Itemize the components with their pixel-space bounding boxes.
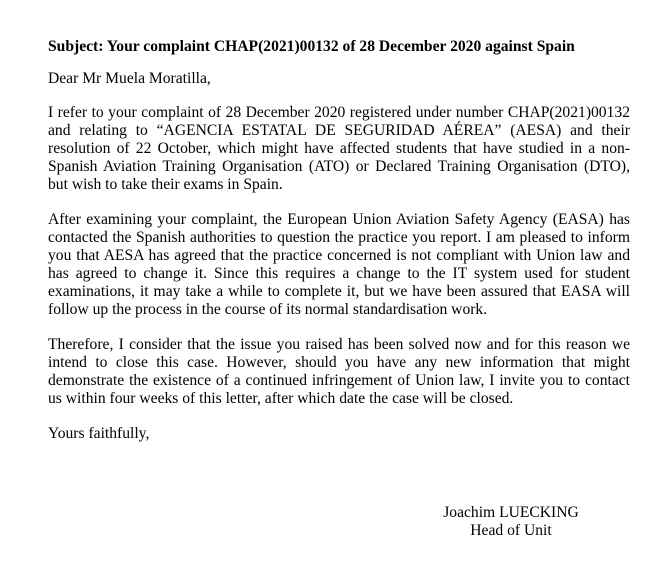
signatory-name: Joachim LUECKING: [443, 504, 579, 521]
paragraph-1: I refer to your complaint of 28 December 2020 registered under number CHAP(2021)00132 and relating to “AGENCIA ESTATAL DE SEGURIDAD AÉREA” (AESA) and their resolution of 22 October, which might have affected students that have studied in a non-Spanish Aviation Training Organisation (ATO) or Declared Training Organisation (DTO), but wish to take their exams in Spain.: [48, 104, 630, 193]
signatory-title: Head of Unit: [470, 522, 552, 539]
salutation: Dear Mr Muela Moratilla,: [48, 70, 211, 87]
signature-block: [426, 504, 596, 540]
closing: Yours faithfully,: [48, 425, 150, 442]
subject-line: Subject: Your complaint CHAP(2021)00132 of 28 December 2020 against Spain: [48, 38, 575, 55]
paragraph-2: After examining your complaint, the European Union Aviation Safety Agency (EASA) has contacted the Spanish authorities to question the practice you report. I am pleased to inform you that AESA has agreed that the practice concerned is not compliant with Union law and has agreed to change it. Since this requires a change to the IT system used for student examinations, it may take a while to complete it, but we have been assured that EASA will follow up the process in the course of its normal standardisation work.: [48, 211, 630, 318]
paragraph-3: Therefore, I consider that the issue you raised has been solved now and for this reason we intend to close this case. However, should you have any new information that might demonstrate the existence of a continued infringement of Union law, I invite you to contact us within four weeks of this letter, after which date the case will be closed.: [48, 336, 630, 407]
letter-body: [48, 38, 630, 443]
